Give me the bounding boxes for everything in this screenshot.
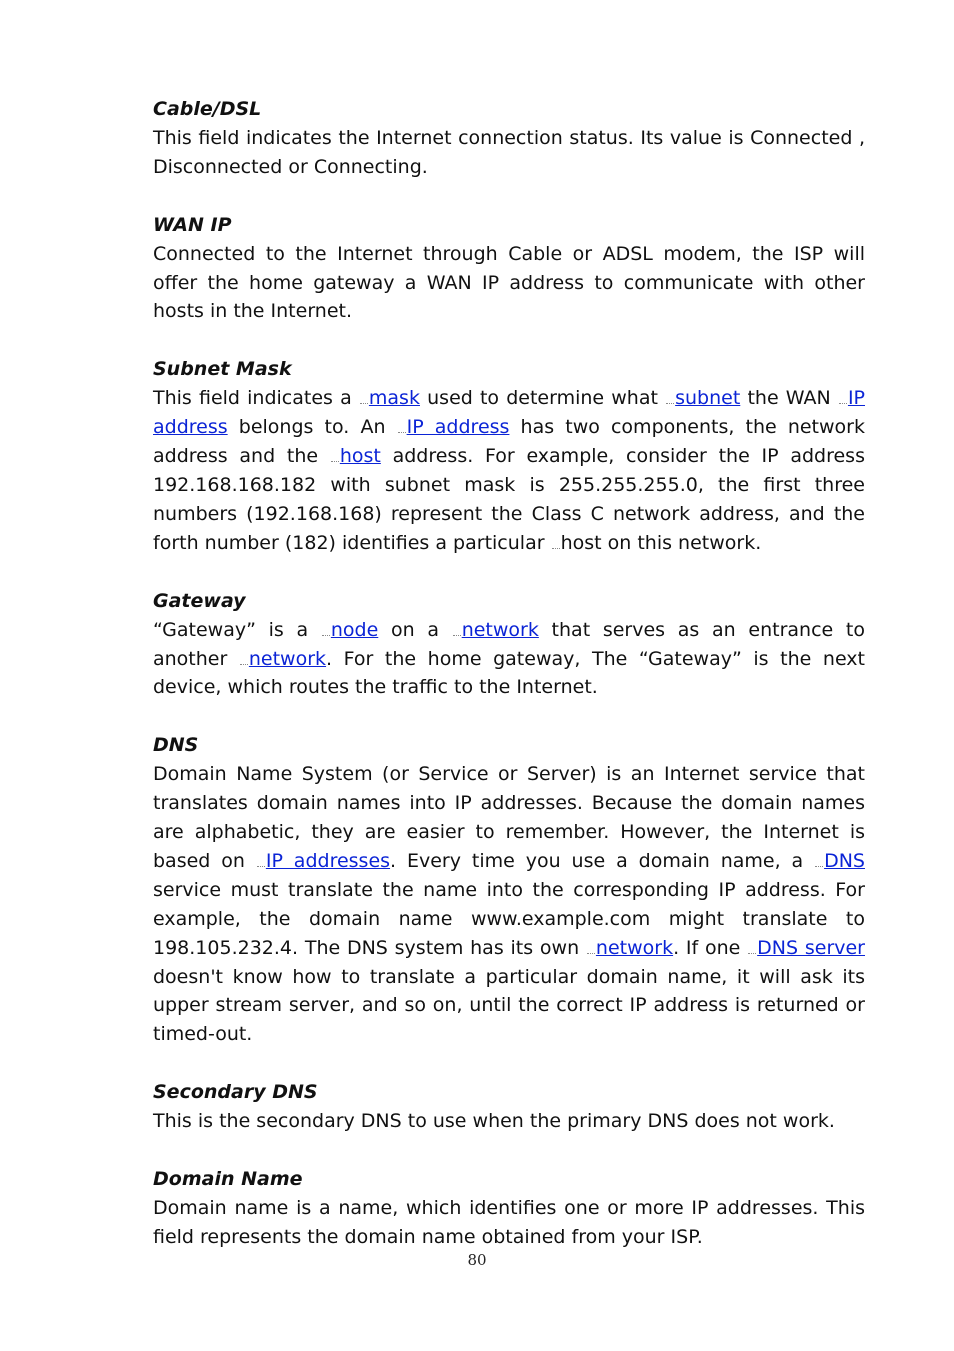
text-run: . For the home gateway, The “Gateway” is the next device, which routes the traffic to the Internet. (153, 647, 865, 699)
section-heading: Domain Name (153, 1168, 303, 1191)
section-heading: WAN IP (153, 213, 232, 236)
section-secondary-dns (153, 1078, 865, 1136)
link-node[interactable]: node (330, 618, 379, 641)
section-text (153, 760, 865, 1049)
section-text (153, 384, 865, 557)
text-run: host on this network. (560, 531, 762, 554)
link-marker-icon (748, 952, 756, 954)
text-run: service must translate the name into the corresponding IP address. For example, the domain name www.example.com might translate to 198.105.232.4. The DNS system has its own (153, 878, 865, 959)
section-heading: Secondary DNS (153, 1081, 318, 1104)
link-network[interactable]: network (248, 647, 327, 670)
link-ip-address[interactable]: IP address (406, 416, 510, 439)
section-heading: Cable/DSL (153, 98, 262, 120)
link-mask[interactable]: mask (368, 387, 420, 410)
link-host[interactable]: host (339, 445, 381, 468)
link-marker-icon (331, 460, 339, 462)
text-run: doesn't know how to translate a particular domain name, it will ask its upper stream server, and so on, until the correct IP address is returned or timed-out. (153, 965, 865, 1046)
text-run: has two components, the network address and the (153, 416, 865, 468)
link-ip-addresses[interactable]: IP addresses (265, 849, 391, 872)
section-text: Connected to the Internet through Cable or ADSL modem, the ISP will offer the home gateway a WAN IP address to communicate with other hosts in the Internet. (153, 242, 865, 323)
text-run: This field indicates a (153, 387, 359, 410)
section-text: This field indicates the Internet connection status. Its value is Connected , Disconnected or Connecting. (153, 126, 865, 178)
link-marker-icon (398, 431, 406, 433)
text-run: the WAN (740, 387, 838, 410)
section-subnet-mask (153, 355, 865, 557)
link-marker-icon (240, 663, 248, 665)
link-marker-icon (587, 952, 595, 954)
section-dns (153, 731, 865, 1049)
link-network[interactable]: network (461, 618, 539, 641)
text-run: address. For example, consider the IP address 192.168.168.182 with subnet mask is 255.255.255.0, the first three numbers (192.168.168) represent the Class C network address, and the forth number (182) identifies a particular (153, 445, 865, 554)
text-run: on a (378, 618, 452, 641)
section-text (153, 616, 865, 703)
section-heading: Subnet Mask (153, 358, 292, 381)
section-text: Domain name is a name, which identifies one or more IP addresses. This field represents the domain name obtained from your ISP. (153, 1197, 865, 1248)
section-gateway (153, 587, 865, 703)
section-domain-name (153, 1165, 865, 1252)
text-run: used to determine what (419, 387, 666, 410)
link-marker-icon (552, 547, 560, 549)
section-wan-ip (153, 211, 865, 327)
section-heading: Gateway (153, 589, 246, 612)
text-run: belongs to. An (227, 416, 397, 439)
document-body (153, 95, 865, 1281)
link-network[interactable]: network (595, 936, 674, 959)
link-marker-icon (815, 865, 823, 867)
link-marker-icon (360, 402, 368, 404)
link-subnet[interactable]: subnet (675, 387, 741, 410)
link-marker-icon (322, 634, 330, 636)
text-run: Domain Name System (or Service or Server) is an Internet service that translates domain names into IP addresses. Because the domain names are alphabetic, they are easier to remember. However, the Internet is based on (153, 763, 865, 872)
page-number: 80 (467, 1251, 487, 1269)
link-ip-address[interactable]: IP address (153, 387, 865, 439)
link-marker-icon (839, 402, 847, 404)
link-marker-icon (453, 634, 461, 636)
link-dns[interactable]: DNS (824, 849, 865, 872)
section-text: This is the secondary DNS to use when the primary DNS does not work. (153, 1110, 835, 1133)
link-marker-icon (666, 402, 674, 404)
link-dns-server[interactable]: DNS server (757, 936, 865, 959)
link-marker-icon (257, 865, 265, 867)
text-run: . Every time you use a domain name, a (390, 849, 815, 872)
section-heading: DNS (153, 734, 199, 757)
text-run: that serves as an entrance to another (153, 618, 865, 670)
text-run: “Gateway” is a (153, 618, 321, 641)
text-run: . If one (673, 936, 748, 959)
section-cable-dsl (153, 95, 865, 182)
